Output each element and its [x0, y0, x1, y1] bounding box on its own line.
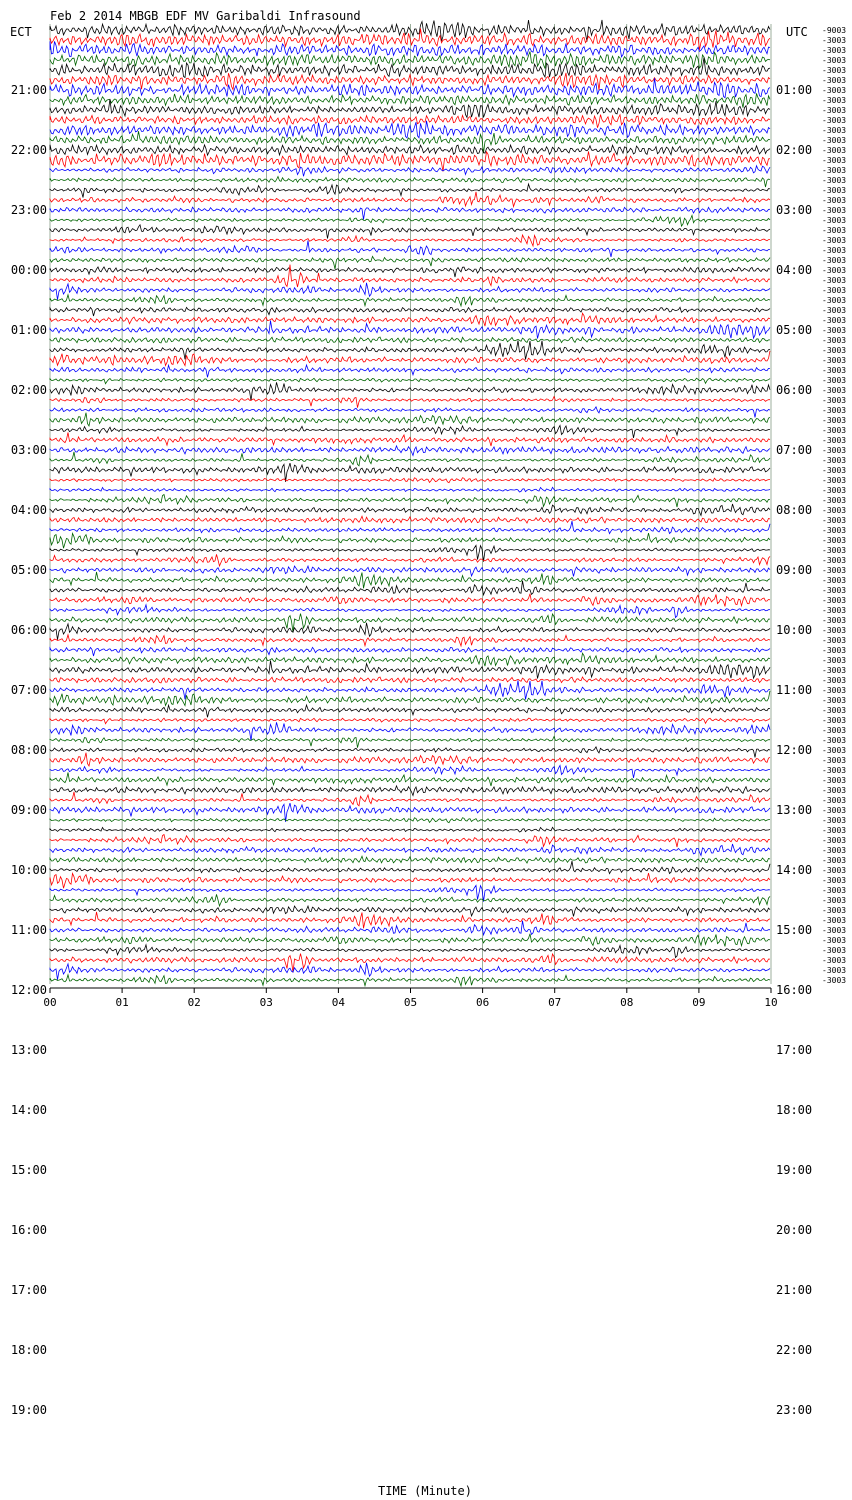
- trace-74: [50, 766, 770, 778]
- trace-54: [50, 566, 770, 576]
- trace-19: [50, 215, 770, 226]
- trace-28: [50, 307, 770, 316]
- trace-48: [50, 504, 770, 515]
- left-hour-label: 01:00: [10, 323, 47, 337]
- trace-scale-label-37: -3003: [822, 396, 847, 405]
- trace-61: [50, 635, 770, 646]
- left-hour-label: 00:00: [10, 263, 47, 277]
- trace-scale-label-68: -3003: [822, 706, 847, 715]
- left-hour-label: 15:00: [10, 1163, 47, 1177]
- left-hour-label: 10:00: [10, 863, 47, 877]
- trace-scale-label-40: -3003: [822, 426, 847, 435]
- trace-scale-label-7: -3003: [822, 96, 847, 105]
- trace-34: [50, 365, 770, 377]
- trace-scale-label-32: -3003: [822, 346, 847, 355]
- right-hour-label: 11:00: [776, 683, 813, 697]
- trace-79: [50, 818, 770, 823]
- trace-40: [50, 426, 770, 438]
- trace-scale-label-39: -3003: [822, 416, 847, 425]
- trace-43: [50, 452, 770, 466]
- trace-scale-label-71: -3003: [822, 736, 847, 745]
- right-hour-label: 10:00: [776, 623, 813, 637]
- trace-scale-label-58: -3003: [822, 606, 847, 615]
- trace-scale-label-33: -3003: [822, 356, 847, 365]
- trace-scale-label-75: -3003: [822, 776, 847, 785]
- right-hour-label: 08:00: [776, 503, 813, 517]
- x-tick-label-00: 00: [43, 996, 57, 1009]
- left-hour-label: 19:00: [10, 1403, 47, 1417]
- trace-scale-label-94: -3003: [822, 966, 847, 975]
- trace-scale-label-76: -3003: [822, 786, 847, 795]
- right-hour-labels: [776, 83, 812, 1417]
- trace-scale-label-51: -3003: [822, 536, 847, 545]
- x-tick-label-08: 08: [620, 996, 634, 1009]
- right-hour-label: 15:00: [776, 923, 813, 937]
- left-hour-label: 08:00: [10, 743, 47, 757]
- trace-scale-label-60: -3003: [822, 626, 847, 635]
- right-hour-label: 18:00: [776, 1103, 813, 1117]
- trace-scale-label-22: -3003: [822, 246, 847, 255]
- left-hour-label: 18:00: [10, 1343, 47, 1357]
- trace-8: [50, 99, 770, 118]
- trace-32: [50, 341, 770, 360]
- trace-22: [50, 241, 770, 257]
- left-hour-label: 05:00: [10, 563, 47, 577]
- trace-91: [50, 934, 770, 947]
- trace-47: [50, 495, 770, 508]
- trace-scale-label-80: -3003: [822, 826, 847, 835]
- left-hour-label: 03:00: [10, 443, 47, 457]
- trace-17: [50, 192, 770, 207]
- trace-scale-label-69: -3003: [822, 716, 847, 725]
- trace-scale-label-13: -3003: [822, 156, 847, 165]
- x-tick-label-04: 04: [331, 996, 346, 1009]
- trace-scale-label-63: -3003: [822, 656, 847, 665]
- trace-scale-label-5: -3003: [822, 76, 847, 85]
- trace-scale-label-67: -3003: [822, 696, 847, 705]
- trace-scale-label-30: -3003: [822, 326, 847, 335]
- trace-scale-label-86: -3003: [822, 886, 847, 895]
- trace-scale-label-10: -3003: [822, 126, 847, 135]
- trace-scale-label-14: -3003: [822, 166, 847, 175]
- left-hour-label: 17:00: [10, 1283, 47, 1297]
- trace-scale-label-0: -9003: [822, 26, 847, 35]
- trace-13: [50, 152, 770, 172]
- left-hour-label: 14:00: [10, 1103, 47, 1117]
- trace-scale-label-47: -3003: [822, 496, 847, 505]
- trace-scale-label-83: -3003: [822, 856, 847, 865]
- trace-90: [50, 921, 770, 935]
- trace-scale-label-62: -3003: [822, 646, 847, 655]
- right-hour-label: 04:00: [776, 263, 813, 277]
- trace-65: [50, 677, 770, 683]
- left-hour-label: 06:00: [10, 623, 47, 637]
- x-tick-label-06: 06: [475, 996, 490, 1009]
- trace-scale-label-23: -3003: [822, 256, 847, 265]
- right-hour-label: 07:00: [776, 443, 813, 457]
- trace-scale-label-2: -3003: [822, 46, 847, 55]
- x-tick-label-07: 07: [548, 996, 562, 1009]
- trace-scale-label-25: -3003: [822, 276, 847, 285]
- trace-scale-label-44: -3003: [822, 466, 847, 475]
- trace-58: [50, 605, 770, 618]
- trace-63: [50, 653, 770, 666]
- trace-81: [50, 835, 770, 848]
- trace-scale-label-95: -3003: [822, 976, 847, 985]
- left-hour-label: 22:00: [10, 143, 47, 157]
- right-hour-label: 20:00: [776, 1223, 813, 1237]
- trace-scale-label-56: -3003: [822, 586, 847, 595]
- trace-51: [50, 533, 770, 548]
- trace-70: [50, 722, 770, 740]
- trace-scale-label-29: -3003: [822, 316, 847, 325]
- trace-scale-label-24: -3003: [822, 266, 847, 275]
- time-axis: [43, 988, 777, 1009]
- left-timezone-label: ECT: [10, 25, 32, 39]
- right-hour-label: 05:00: [776, 323, 813, 337]
- left-hour-label: 13:00: [10, 1043, 47, 1057]
- trace-89: [50, 912, 770, 928]
- x-tick-label-02: 02: [187, 996, 201, 1009]
- left-hour-label: 11:00: [10, 923, 47, 937]
- left-hour-label: 02:00: [10, 383, 47, 397]
- trace-scale-labels: [822, 26, 846, 985]
- trace-42: [50, 446, 770, 456]
- x-tick-label-03: 03: [259, 996, 273, 1009]
- trace-scale-label-15: -3003: [822, 176, 847, 185]
- trace-69: [50, 718, 770, 724]
- trace-6: [50, 78, 770, 98]
- right-hour-label: 06:00: [776, 383, 813, 397]
- trace-20: [50, 225, 770, 239]
- right-hour-label: 12:00: [776, 743, 813, 757]
- trace-scale-label-93: -3003: [822, 956, 847, 965]
- trace-11: [50, 131, 770, 153]
- trace-scale-label-8: -3003: [822, 106, 847, 115]
- right-hour-label: 22:00: [776, 1343, 813, 1357]
- trace-scale-label-11: -3003: [822, 136, 847, 145]
- trace-scale-label-45: -3003: [822, 476, 847, 485]
- trace-49: [50, 516, 770, 523]
- trace-scale-label-19: -3003: [822, 216, 847, 225]
- trace-72: [50, 747, 770, 758]
- trace-37: [50, 397, 770, 408]
- trace-scale-label-55: -3003: [822, 576, 847, 585]
- right-hour-label: 09:00: [776, 563, 813, 577]
- right-timezone-label: UTC: [786, 25, 808, 39]
- trace-56: [50, 581, 770, 595]
- right-hour-label: 21:00: [776, 1283, 813, 1297]
- trace-scale-label-20: -3003: [822, 226, 847, 235]
- left-hour-label: 16:00: [10, 1223, 47, 1237]
- trace-92: [50, 945, 770, 958]
- right-hour-label: 14:00: [776, 863, 813, 877]
- trace-scale-label-59: -3003: [822, 616, 847, 625]
- left-hour-label: 04:00: [10, 503, 47, 517]
- trace-77: [50, 792, 770, 806]
- trace-33: [50, 351, 770, 366]
- trace-82: [50, 844, 770, 855]
- trace-scale-label-49: -3003: [822, 516, 847, 525]
- right-hour-label: 13:00: [776, 803, 813, 817]
- trace-45: [50, 478, 770, 483]
- trace-88: [50, 906, 770, 916]
- trace-scale-label-64: -3003: [822, 666, 847, 675]
- trace-31: [50, 337, 770, 343]
- trace-67: [50, 691, 770, 706]
- right-hour-label: 01:00: [776, 83, 813, 97]
- trace-80: [50, 827, 770, 832]
- trace-41: [50, 432, 770, 446]
- trace-24: [50, 267, 770, 277]
- trace-scale-label-42: -3003: [822, 446, 847, 455]
- trace-scale-label-70: -3003: [822, 726, 847, 735]
- trace-83: [50, 856, 770, 863]
- trace-10: [50, 121, 770, 138]
- trace-95: [50, 975, 770, 986]
- x-axis-label: TIME (Minute): [378, 1484, 472, 1498]
- trace-14: [50, 166, 770, 177]
- trace-71: [50, 737, 770, 748]
- trace-scale-label-92: -3003: [822, 946, 847, 955]
- trace-scale-label-87: -3003: [822, 896, 847, 905]
- trace-57: [50, 594, 770, 607]
- trace-scale-label-82: -3003: [822, 846, 847, 855]
- trace-62: [50, 647, 770, 656]
- trace-scale-label-57: -3003: [822, 596, 847, 605]
- trace-scale-label-48: -3003: [822, 506, 847, 515]
- trace-46: [50, 487, 770, 492]
- right-hour-label: 02:00: [776, 143, 813, 157]
- trace-scale-label-66: -3003: [822, 686, 847, 695]
- trace-scale-label-77: -3003: [822, 796, 847, 805]
- trace-75: [50, 772, 770, 786]
- trace-scale-label-72: -3003: [822, 746, 847, 755]
- trace-scale-label-35: -3003: [822, 376, 847, 385]
- trace-scale-label-31: -3003: [822, 336, 847, 345]
- trace-scale-label-21: -3003: [822, 236, 847, 245]
- trace-scale-label-4: -3003: [822, 66, 847, 75]
- left-hour-label: 07:00: [10, 683, 47, 697]
- trace-scale-label-1: -3003: [822, 36, 847, 45]
- trace-55: [50, 572, 770, 588]
- trace-scale-label-50: -3003: [822, 526, 847, 535]
- trace-scale-label-38: -3003: [822, 406, 847, 415]
- right-hour-label: 16:00: [776, 983, 813, 997]
- right-hour-label: 17:00: [776, 1043, 813, 1057]
- left-hour-label: 09:00: [10, 803, 47, 817]
- trace-21: [50, 235, 770, 246]
- trace-scale-label-41: -3003: [822, 436, 847, 445]
- trace-39: [50, 413, 770, 426]
- trace-scale-label-6: -3003: [822, 86, 847, 95]
- trace-53: [50, 554, 770, 566]
- trace-scale-label-27: -3003: [822, 296, 847, 305]
- right-hour-label: 19:00: [776, 1163, 813, 1177]
- trace-64: [50, 661, 770, 679]
- trace-50: [50, 521, 770, 534]
- trace-scale-label-46: -3003: [822, 486, 847, 495]
- trace-3: [50, 52, 770, 69]
- left-hour-label: 21:00: [10, 83, 47, 97]
- trace-38: [50, 407, 770, 418]
- trace-scale-label-88: -3003: [822, 906, 847, 915]
- trace-scale-label-36: -3003: [822, 386, 847, 395]
- trace-scale-label-84: -3003: [822, 866, 847, 875]
- trace-15: [50, 177, 770, 188]
- trace-scale-label-78: -3003: [822, 806, 847, 815]
- trace-scale-label-12: -3003: [822, 146, 847, 155]
- trace-scale-label-52: -3003: [822, 546, 847, 555]
- trace-scale-label-91: -3003: [822, 936, 847, 945]
- x-tick-label-10: 10: [764, 996, 778, 1009]
- right-hour-label: 23:00: [776, 1403, 813, 1417]
- trace-18: [50, 207, 770, 219]
- trace-scale-label-34: -3003: [822, 366, 847, 375]
- trace-73: [50, 753, 770, 766]
- x-tick-label-05: 05: [403, 996, 418, 1009]
- trace-scale-label-79: -3003: [822, 816, 847, 825]
- trace-68: [50, 705, 770, 717]
- trace-scale-label-18: -3003: [822, 206, 847, 215]
- trace-87: [50, 894, 770, 906]
- trace-scale-label-16: -3003: [822, 186, 847, 195]
- x-tick-label-09: 09: [692, 996, 706, 1009]
- trace-76: [50, 786, 770, 796]
- trace-84: [50, 861, 770, 874]
- trace-scale-label-81: -3003: [822, 836, 847, 845]
- trace-scale-label-28: -3003: [822, 306, 847, 315]
- trace-scale-label-65: -3003: [822, 676, 847, 685]
- trace-scale-label-26: -3003: [822, 286, 847, 295]
- seismic-traces: [50, 20, 770, 986]
- trace-66: [50, 681, 770, 700]
- trace-scale-label-17: -3003: [822, 196, 847, 205]
- trace-29: [50, 313, 770, 326]
- trace-scale-label-85: -3003: [822, 876, 847, 885]
- trace-16: [50, 184, 770, 198]
- trace-1: [50, 28, 770, 49]
- trace-scale-label-54: -3003: [822, 566, 847, 575]
- trace-85: [50, 873, 770, 888]
- x-tick-label-01: 01: [115, 996, 129, 1009]
- trace-scale-label-53: -3003: [822, 556, 847, 565]
- trace-scale-label-9: -3003: [822, 116, 847, 125]
- trace-36: [50, 382, 770, 400]
- trace-scale-label-61: -3003: [822, 636, 847, 645]
- chart-title: Feb 2 2014 MBGB EDF MV Garibaldi Infrasound: [50, 9, 361, 23]
- trace-23: [50, 256, 770, 269]
- left-hour-labels: [11, 83, 47, 1417]
- trace-scale-label-89: -3003: [822, 916, 847, 925]
- trace-35: [50, 378, 770, 384]
- right-hour-label: 03:00: [776, 203, 813, 217]
- trace-2: [50, 41, 770, 56]
- trace-scale-label-3: -3003: [822, 56, 847, 65]
- trace-30: [50, 321, 770, 339]
- trace-25: [50, 265, 770, 287]
- trace-scale-label-74: -3003: [822, 766, 847, 775]
- trace-27: [50, 295, 770, 306]
- trace-scale-label-90: -3003: [822, 926, 847, 935]
- left-hour-label: 12:00: [10, 983, 47, 997]
- trace-scale-label-73: -3003: [822, 756, 847, 765]
- trace-scale-label-43: -3003: [822, 456, 847, 465]
- trace-12: [50, 145, 770, 156]
- left-hour-label: 23:00: [10, 203, 47, 217]
